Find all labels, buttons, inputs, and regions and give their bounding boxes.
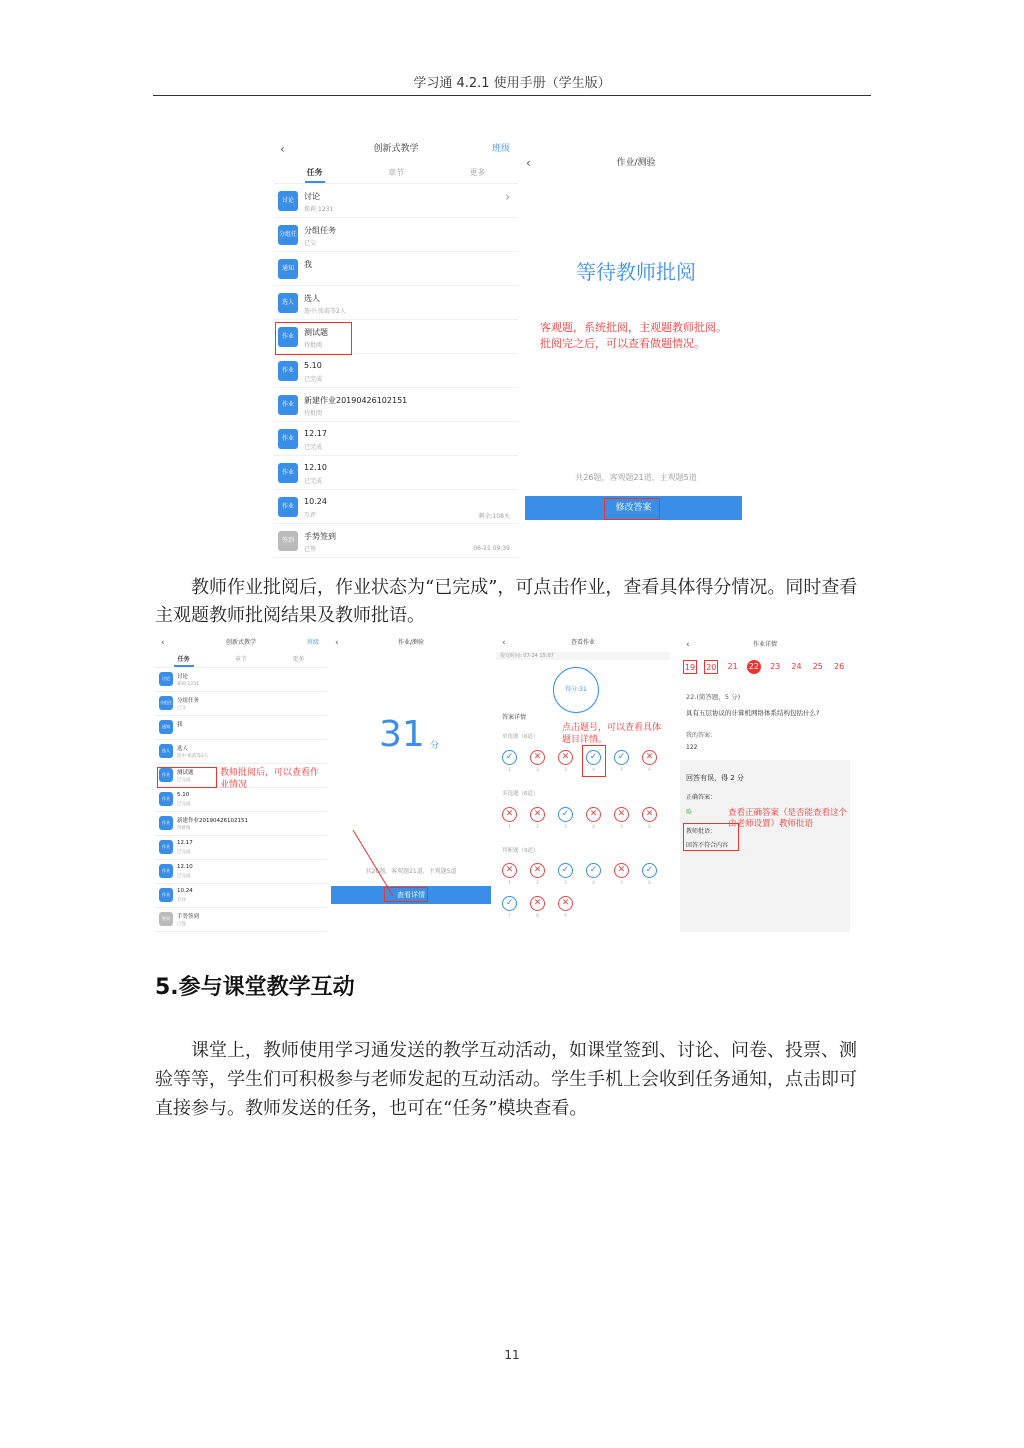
item-status: 互评 <box>304 512 317 519</box>
date-20[interactable]: 20 <box>704 660 718 674</box>
date-19[interactable]: 19 <box>683 660 697 674</box>
item-status: 已完成 <box>304 478 323 485</box>
item-icon: 选人 <box>159 744 173 758</box>
item-status: 已完成 <box>304 444 323 451</box>
answer-wrong-icon[interactable]: ✕ <box>502 863 517 878</box>
question-number[interactable]: 8 <box>536 913 539 918</box>
screenshot-question-detail: ‹ 作业详情 19 20 21 22 23 24 25 26 22.(简答题，5 分) 具有五层协议的计算机网络体系结构包括什么? 我的答案： 122 回答有误，得 2 分 正确答案： 略 教师批语： 回答不符合内容 查看正确答案（是否能查看这个由老师设置）教师批语 <box>680 634 850 932</box>
question-number[interactable]: 5 <box>620 880 623 885</box>
item-icon: 通知 <box>159 720 173 734</box>
item-title: 讨论 <box>177 674 189 680</box>
result-text: 回答有误，得 2 分 <box>686 774 744 782</box>
item-icon: 签到 <box>159 912 173 926</box>
item-status: 选中:张霞等2人 <box>177 754 209 759</box>
my-answer-label: 我的答案： <box>686 732 717 739</box>
tab-more[interactable]: 更多 <box>469 168 486 177</box>
highlight-box <box>157 767 217 788</box>
item-icon: 分组任务 <box>159 696 173 710</box>
list-item[interactable] <box>274 354 518 388</box>
list-item[interactable] <box>274 422 518 456</box>
score-label: 得分:31 <box>565 686 587 693</box>
submit-time: 提交时间: 07-24 15:07 <box>496 652 670 660</box>
item-title: 新建作业20190426102151 <box>177 818 248 824</box>
item-icon: 作业 <box>278 463 298 483</box>
annotation-note: 点击题号，可以查看具体题目详情。 <box>562 723 662 745</box>
score-value: 31 <box>379 714 425 755</box>
date-26[interactable]: 26 <box>834 662 845 671</box>
comment-label: 教师批语： <box>686 828 717 835</box>
item-title: 手势签到 <box>177 914 200 920</box>
page-number: 11 <box>504 1348 520 1362</box>
question-number[interactable]: 3 <box>564 880 567 885</box>
answer-correct-icon[interactable]: ✓ <box>586 750 601 765</box>
list-item[interactable] <box>155 812 327 836</box>
annotation-note: 查看正确答案（是否能查看这个由老师设置）教师批语 <box>728 808 848 829</box>
question-text: 具有五层协议的计算机网络体系结构包括什么? <box>686 709 820 717</box>
answer-wrong-icon[interactable]: ✕ <box>530 807 545 822</box>
my-answer: 122 <box>686 744 698 751</box>
list-item[interactable] <box>155 692 327 719</box>
item-title: 选人 <box>177 746 189 752</box>
question-number[interactable]: 7 <box>508 913 511 918</box>
section-title: 5.参与课堂教学互动 <box>155 975 355 1000</box>
item-status: 已完成 <box>177 874 191 879</box>
item-icon: 分组任务 <box>278 225 298 245</box>
answer-wrong-icon[interactable]: ✕ <box>502 807 517 822</box>
screenshot-course-tasks-done: ‹ 创新式教学 班级 任务 章节 更多 讨论 讨论 郑莉:1231 分组任务 分组任务 已交 通知 我 选人 选人 选中:张霞等2人 作业 测试题 已完成 作业 5.10 已完成 作业 新建作业20190426102151 待批阅 作业 12.17 已完成 作业 12.10 已完成 作业 10.24 互评 签到 手势签到 已签 <box>155 634 327 932</box>
question-number[interactable]: 1 <box>508 824 511 829</box>
item-icon: 作业 <box>278 327 298 347</box>
answer-correct-icon[interactable]: ✓ <box>558 863 573 878</box>
paragraph: 课堂上，教师使用学习通发送的教学互动活动，如课堂签到、讨论、问卷、投票、测验等等，学生们可积极参与老师发起的互动活动。学生手机上会收到任务通知，点击即可直接参与。教师发送的任务，也可在“任务”模块查看。 <box>155 1040 857 1119</box>
item-icon: 作业 <box>159 792 173 806</box>
question-number[interactable]: 5 <box>620 824 623 829</box>
back-icon[interactable]: ‹ <box>280 142 285 156</box>
annotation-note: 客观题，系统批阅，主观题教师批阅。批阅完之后，可以查看做题情况。 <box>540 321 727 350</box>
screenshot-homework-waiting <box>520 150 752 524</box>
item-title: 5.10 <box>177 792 190 798</box>
answer-correct-icon[interactable]: ✓ <box>558 807 573 822</box>
item-status: 互评 <box>177 898 186 903</box>
list-item[interactable] <box>274 490 518 524</box>
item-status: 已签 <box>304 546 317 553</box>
item-icon: 签到 <box>278 531 298 551</box>
arrow-icon <box>329 634 493 906</box>
date-23[interactable]: 23 <box>770 662 781 671</box>
item-title: 12.10 <box>177 864 193 870</box>
item-title: 新建作业20190426102151 <box>304 396 408 405</box>
view-details-button[interactable]: 查看详情 <box>331 886 491 904</box>
answer-wrong-icon[interactable]: ✕ <box>558 896 573 911</box>
annotation-note: 教师批阅后，可以查看作业情况 <box>220 768 320 790</box>
question-number[interactable]: 1 <box>508 767 511 772</box>
list-item[interactable] <box>155 836 327 860</box>
item-title: 选人 <box>304 294 320 303</box>
item-icon: 选人 <box>278 293 298 313</box>
list-item[interactable] <box>155 668 327 692</box>
list-item[interactable] <box>155 908 327 932</box>
item-title: 12.17 <box>177 840 193 846</box>
item-icon: 作业 <box>278 497 298 517</box>
highlight-box <box>582 745 606 777</box>
question-number[interactable]: 6 <box>648 824 651 829</box>
date-24[interactable]: 24 <box>791 662 802 671</box>
item-icon: 讨论 <box>278 191 298 211</box>
answer-wrong-icon[interactable]: ✕ <box>642 807 657 822</box>
list-item[interactable] <box>274 252 518 286</box>
item-title: 我 <box>177 722 183 728</box>
detail-title: 答案详情 <box>502 714 527 721</box>
item-title: 测试题 <box>177 770 194 776</box>
screenshot-answer-sheet: ‹ 查看作业 提交时间: 07-24 15:07 得分:31 答案详情 单选题（6道） 多选题（6道） 判断题（9道） ✓ 1 ✕ 2 ✕ 3 ✓ 4 ✓ 5 ✕ 6 ✕ 1 ✕ 2 ✓ 3 ✕ 4 ✕ 5 ✕ 6 ✕ 1 ✕ 2 ✓ 3 ✓ 4 ✕ 5 ✓ 6 ✓ 7 ✕ 8 ✕ 9 <box>496 634 670 930</box>
highlight-box <box>683 823 739 851</box>
item-title: 12.17 <box>304 429 327 438</box>
list-item[interactable] <box>274 286 518 320</box>
answer-wrong-icon[interactable]: ✕ <box>530 863 545 878</box>
question-number[interactable]: 3 <box>564 767 567 772</box>
question-number[interactable]: 5 <box>620 767 623 772</box>
item-title: 10.24 <box>304 497 327 506</box>
item-title: 我 <box>304 260 312 269</box>
list-item[interactable] <box>274 388 518 422</box>
list-item[interactable] <box>155 740 327 764</box>
list-item[interactable] <box>155 884 327 908</box>
item-title: 10.24 <box>177 888 193 894</box>
item-status: 待批阅 <box>304 342 323 349</box>
waiting-status: 等待教师批阅 <box>576 260 696 284</box>
edit-answer-button[interactable]: 修改答案 <box>525 496 742 520</box>
question-number[interactable]: 4 <box>592 824 595 829</box>
question-number[interactable]: 2 <box>536 767 539 772</box>
item-icon: 作业 <box>159 864 173 878</box>
question-number[interactable]: 2 <box>536 824 539 829</box>
question-number[interactable]: 6 <box>648 880 651 885</box>
item-icon: 讨论 <box>159 672 173 686</box>
item-status: 已完成 <box>177 778 191 783</box>
item-icon: 作业 <box>159 840 173 854</box>
tab-chapters[interactable]: 章节 <box>387 168 404 177</box>
question-number[interactable]: 6 <box>648 767 651 772</box>
screenshot-score: ‹ 作业/测验 31 分 共26题，客观题21道，主观题5道 查看详情 <box>329 634 493 906</box>
section-label: 单选题（6道） <box>502 734 539 740</box>
question-number[interactable]: 4 <box>592 767 595 772</box>
question-number[interactable]: 3 <box>564 824 567 829</box>
answer-wrong-icon[interactable]: ✕ <box>586 807 601 822</box>
item-status: 已交 <box>304 240 317 247</box>
item-icon: 作业 <box>278 361 298 381</box>
item-meta: 06-21 09:39 <box>473 545 510 552</box>
teacher-comment: 回答不符合内容 <box>686 842 729 849</box>
nav-title: 创新式教学 <box>373 144 419 154</box>
list-item[interactable] <box>274 456 518 490</box>
date-25[interactable]: 25 <box>812 662 823 671</box>
section-label: 判断题（9道） <box>502 848 539 854</box>
item-status: 已完成 <box>304 376 323 383</box>
answer-correct-icon[interactable]: ✓ <box>614 750 629 765</box>
item-icon: 作业 <box>278 395 298 415</box>
item-icon: 作业 <box>159 888 173 902</box>
correct-answer: 略 <box>686 809 693 816</box>
score-unit: 分 <box>430 741 440 751</box>
item-title: 手势签到 <box>304 532 336 541</box>
item-title: 测试题 <box>304 328 328 337</box>
question-number[interactable]: 4 <box>592 880 595 885</box>
list-item[interactable] <box>274 218 518 258</box>
correct-label: 正确答案： <box>686 794 717 801</box>
answer-wrong-icon[interactable]: ✕ <box>530 750 545 765</box>
answer-correct-icon[interactable]: ✓ <box>502 896 517 911</box>
item-title: 5.10 <box>304 361 322 370</box>
date-21[interactable]: 21 <box>727 662 738 671</box>
back-icon[interactable]: ‹ <box>526 156 531 170</box>
answer-wrong-icon[interactable]: ✕ <box>642 750 657 765</box>
list-item[interactable] <box>155 788 327 812</box>
answer-wrong-icon[interactable]: ✕ <box>558 750 573 765</box>
item-title: 分组任务 <box>177 698 200 704</box>
item-title: 分组任务 <box>304 226 336 235</box>
question-number[interactable]: 9 <box>564 913 567 918</box>
item-status: 已完成 <box>177 850 191 855</box>
page-header: 学习通 4.2.1 使用手册（学生版） <box>153 74 871 96</box>
list-item[interactable] <box>155 716 327 740</box>
question-summary: 共26题，客观题21道，主观题5道 <box>365 868 457 875</box>
highlight-box <box>275 322 352 355</box>
item-meta: 剩余:108天 <box>478 513 510 520</box>
section-label: 多选题（6道） <box>502 791 539 797</box>
list-item[interactable] <box>155 860 327 884</box>
nav-title: 作业/测验 <box>616 158 656 168</box>
answer-correct-icon[interactable]: ✓ <box>642 863 657 878</box>
item-meta: › <box>505 190 510 204</box>
item-icon: 作业 <box>159 816 173 830</box>
list-item[interactable] <box>274 184 518 218</box>
item-status: 已签 <box>177 922 186 927</box>
list-item[interactable] <box>274 524 518 558</box>
item-icon: 作业 <box>278 429 298 449</box>
item-status: 选中:张霞等2人 <box>304 308 346 315</box>
question-summary: 共26题，客观题21道，主观题5道 <box>575 473 697 482</box>
item-status: 已完成 <box>177 802 191 807</box>
item-status: 郑莉:1231 <box>304 206 334 213</box>
answer-wrong-icon[interactable]: ✕ <box>614 863 629 878</box>
answer-wrong-icon[interactable]: ✕ <box>614 807 629 822</box>
paragraph: 教师作业批阅后，作业状态为“已完成”，可点击作业，查看具体得分情况。同时查看主观题教师批阅结果及教师批语。 <box>155 577 858 626</box>
answer-wrong-icon[interactable]: ✕ <box>530 896 545 911</box>
question-number[interactable]: 2 <box>536 880 539 885</box>
highlight-box <box>604 498 660 520</box>
item-status: 郑莉:1231 <box>177 682 199 687</box>
question-type: 22.(简答题，5 分) <box>686 693 741 701</box>
item-status: 已交 <box>177 706 186 711</box>
question-number[interactable]: 1 <box>508 880 511 885</box>
item-icon: 通知 <box>278 259 298 279</box>
class-link[interactable]: 班级 <box>491 144 510 154</box>
item-title: 12.10 <box>304 463 327 472</box>
answer-correct-icon[interactable]: ✓ <box>502 750 517 765</box>
item-status: 待批阅 <box>304 410 323 417</box>
date-22[interactable]: 22 <box>747 660 761 674</box>
item-status: 待批阅 <box>177 826 191 831</box>
answer-correct-icon[interactable]: ✓ <box>586 863 601 878</box>
item-icon: 作业 <box>159 768 173 782</box>
highlight-box <box>384 887 428 902</box>
item-title: 讨论 <box>304 192 320 201</box>
tab-tasks[interactable]: 任务 <box>274 162 355 183</box>
